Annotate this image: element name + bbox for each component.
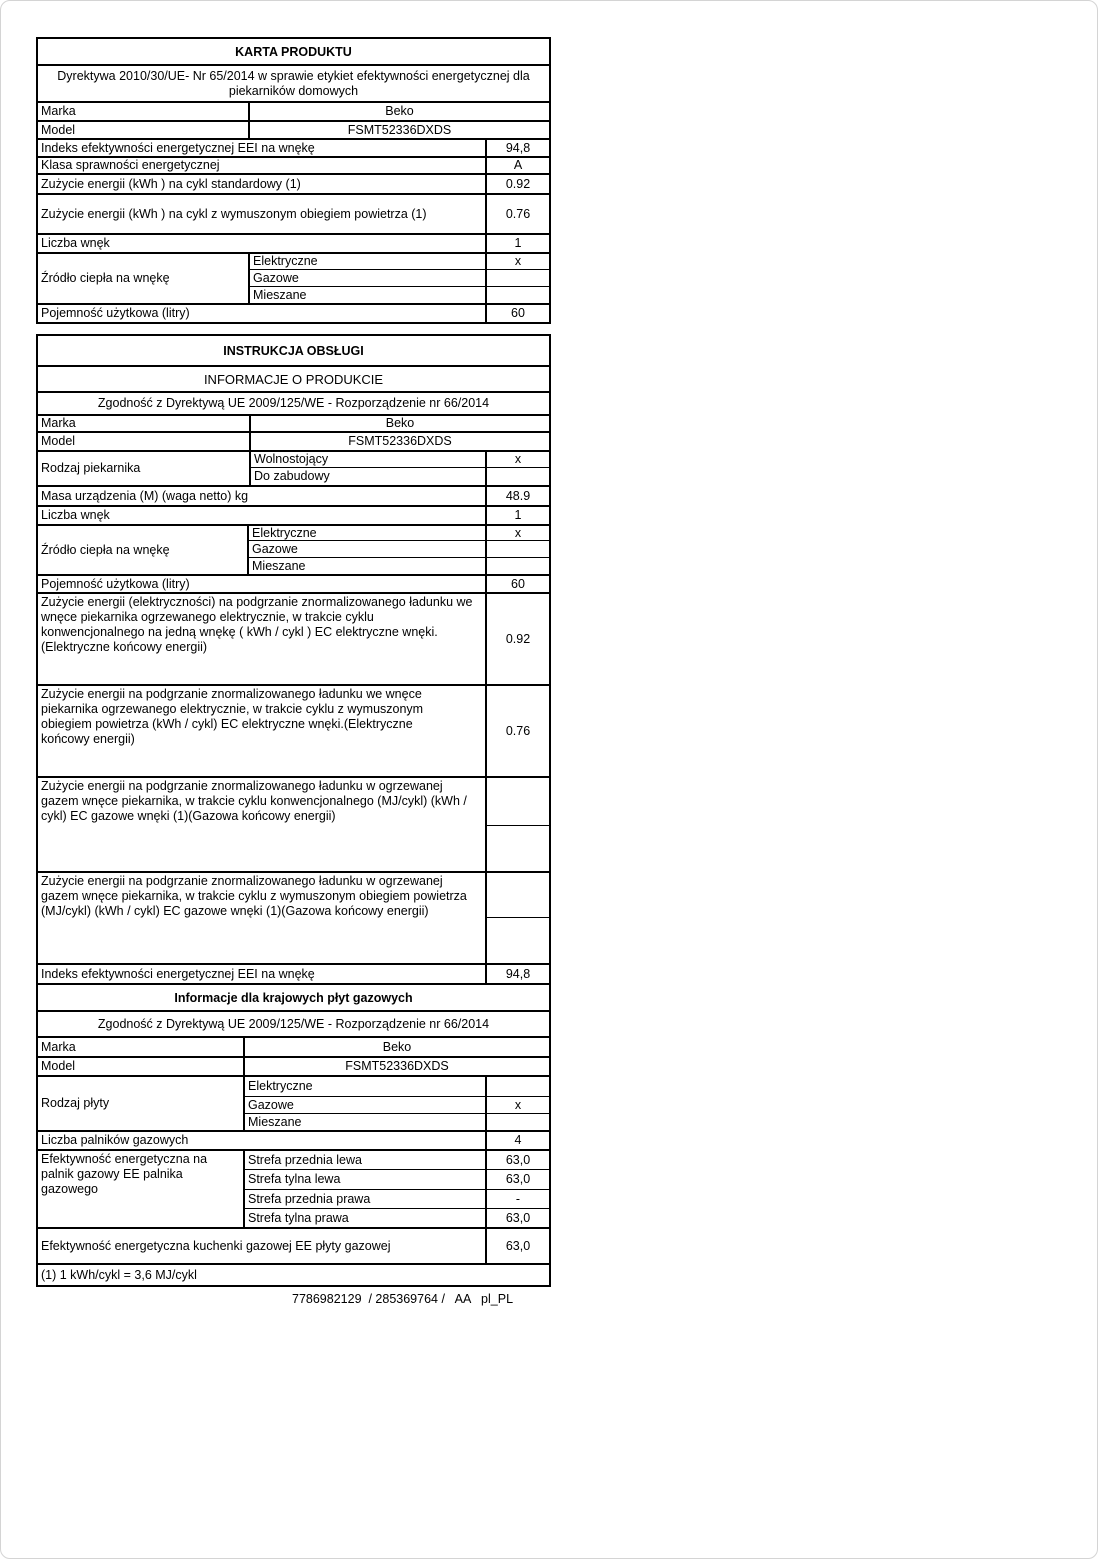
cavities-value: 1 xyxy=(514,236,522,250)
eei-value: 94,8 xyxy=(505,140,531,155)
instr-eei-value: 94,8 xyxy=(505,966,531,981)
instructions-title: INSTRUKCJA OBSŁUGI xyxy=(223,343,364,358)
heat-mixed-label: Mieszane xyxy=(253,287,307,302)
hob-model-value: FSMT52336DXDS xyxy=(345,1059,449,1073)
brand-value: Beko xyxy=(385,104,414,118)
heat-gas-label: Gazowe xyxy=(253,270,299,285)
oven-type-builtin: Do zabudowy xyxy=(254,469,330,483)
instr-brand-value: Beko xyxy=(385,416,415,430)
instr-model-value: FSMT52336DXDS xyxy=(348,434,452,448)
ec-conventional-label: Zużycie energii (elektryczności) na podgrzanie znormalizowanego ładunku we wnęce piekarnika ogrzewanego elektrycznie, w trakcie cyklu konwencjonalnego na jedną wnękę ( kWh / cykl ) EC elektryczne wnęki.(Elektryczne końcowy energii) xyxy=(41,595,473,654)
ee-hob-value: 63,0 xyxy=(505,1238,531,1253)
volume-label: Pojemność użytkowa (litry) xyxy=(41,306,190,320)
hob-type-gas: Gazowe xyxy=(248,1097,294,1112)
heat-gas-value xyxy=(487,270,549,286)
product-sheet-directive: Dyrektywa 2010/30/UE- Nr 65/2014 w sprawie etykiet efektywności energetycznej dla piekarników domowych xyxy=(57,68,530,98)
mass-value: 48.9 xyxy=(505,488,531,503)
mass-label: Masa urządzenia (M) (waga netto) kg xyxy=(41,488,249,503)
model-label: Model xyxy=(41,122,76,137)
standard-cycle-value: 0.92 xyxy=(505,176,531,191)
gas-conventional-label: Zużycie energii na podgrzanie znormalizowanego ładunku w ogrzewanej gazem wnęce piekarnika, w trakcie cyklu konwencjonalnego (MJ/cykl) (kWh / cykl) EC gazowe wnęki (1)(Gazowa końcowy energii) xyxy=(41,779,467,823)
zone-front-right-value: - xyxy=(515,1191,521,1206)
hob-type-mixed-value xyxy=(487,1114,549,1130)
heat-electric-value: x xyxy=(514,254,522,268)
product-sheet-table xyxy=(36,37,551,324)
instructions-table xyxy=(36,334,551,985)
instructions-compliance: Zgodność z Dyrektywą UE 2009/125/WE - Rozporządzenie nr 66/2014 xyxy=(97,396,490,410)
volume-value: 60 xyxy=(511,306,525,320)
instr-heat-gas-value xyxy=(487,541,549,557)
ee-burner-label: Efektywność energetyczna na palnik gazowy EE palnika gazowego xyxy=(41,1152,208,1196)
document-code: 7786982129 / 285369764 / AA pl_PL xyxy=(292,1292,514,1306)
energy-class-value: A xyxy=(513,158,523,172)
oven-type-freestanding-value: x xyxy=(514,452,522,466)
fan-cycle-value: 0.76 xyxy=(505,206,531,221)
instr-model-label: Model xyxy=(41,434,76,448)
instr-volume-label: Pojemność użytkowa (litry) xyxy=(41,576,190,591)
heat-electric-label: Elektryczne xyxy=(253,254,318,268)
burners-value: 4 xyxy=(514,1133,522,1147)
product-sheet-title: KARTA PRODUKTU xyxy=(235,44,352,59)
oven-type-builtin-value xyxy=(487,468,549,485)
hob-type-label: Rodzaj płyty xyxy=(41,1096,110,1110)
hob-brand-value: Beko xyxy=(382,1039,412,1054)
oven-type-freestanding: Wolnostojący xyxy=(254,452,329,466)
instr-volume-value: 60 xyxy=(511,576,525,591)
zone-front-left-label: Strefa przednia lewa xyxy=(248,1152,362,1167)
gas-fan-label: Zużycie energii na podgrzanie znormalizowanego ładunku w ogrzewanej gazem wnęce piekarnika, w trakcie cyklu z wymuszonym obiegiem powietrza (MJ/cykl) (kWh / cykl) EC gazowe wnęki (1)(Gazowa końcowy energii) xyxy=(41,874,467,918)
zone-rear-left-label: Strefa tylna lewa xyxy=(248,1172,341,1186)
hob-model-label: Model xyxy=(41,1059,76,1073)
hob-type-electric-value xyxy=(487,1077,549,1096)
oven-type-label: Rodzaj piekarnika xyxy=(41,461,141,475)
hob-type-electric: Elektryczne xyxy=(248,1079,313,1093)
ec-fan-value: 0.76 xyxy=(505,723,531,738)
instr-eei-label: Indeks efektywności energetycznej EEI na wnękę xyxy=(41,966,315,981)
footnote: (1) 1 kWh/cykl = 3,6 MJ/cykl xyxy=(41,1267,197,1282)
model-value: FSMT52336DXDS xyxy=(347,122,452,137)
hob-type-mixed: Mieszane xyxy=(248,1114,302,1129)
zone-rear-right-value: 63,0 xyxy=(505,1210,531,1225)
heat-source-label: Źródło ciepła na wnękę xyxy=(41,271,170,285)
instr-heat-gas: Gazowe xyxy=(252,541,298,556)
zone-front-left-value: 63,0 xyxy=(505,1152,531,1167)
instr-brand-label: Marka xyxy=(41,416,76,430)
instr-heat-electric-value: x xyxy=(514,526,522,540)
gas-hobs-compliance: Zgodność z Dyrektywą UE 2009/125/WE - Rozporządzenie nr 66/2014 xyxy=(97,1016,490,1031)
gas-conventional-mj-value xyxy=(487,778,549,825)
instr-heat-mixed-value xyxy=(487,558,549,574)
fan-cycle-label: Zużycie energii (kWh ) na cykl z wymuszonym obiegiem powietrza (1) xyxy=(41,206,427,221)
ec-fan-label: Zużycie energii na podgrzanie znormalizowanego ładunku we wnęce piekarnika ogrzewanego elektrycznie, w trakcie cyklu z wymuszonym obiegiem powietrza (kWh / cykl) EC elektryczne wnęki.(Elektryczne końcowy energii) xyxy=(41,687,424,746)
energy-class-label: Klasa sprawności energetycznej xyxy=(41,158,220,172)
hob-brand-label: Marka xyxy=(41,1039,76,1054)
zone-rear-left-value: 63,0 xyxy=(505,1172,531,1186)
cavities-label: Liczba wnęk xyxy=(41,236,110,250)
instr-cavities-value: 1 xyxy=(514,508,522,522)
hob-type-gas-value: x xyxy=(514,1097,522,1112)
gas-conventional-kwh-value xyxy=(487,826,549,871)
instr-cavities-label: Liczba wnęk xyxy=(41,508,110,522)
standard-cycle-label: Zużycie energii (kWh ) na cykl standardowy (1) xyxy=(41,176,301,191)
gas-hobs-title: Informacje dla krajowych płyt gazowych xyxy=(174,990,413,1005)
burners-label: Liczba palników gazowych xyxy=(41,1133,189,1147)
gas-fan-mj-value xyxy=(487,873,549,917)
instructions-subtitle: INFORMACJE O PRODUKCIE xyxy=(203,371,384,387)
heat-mixed-value xyxy=(487,287,549,303)
instr-heat-electric: Elektryczne xyxy=(252,526,317,540)
brand-label: Marka xyxy=(41,104,76,118)
gas-fan-kwh-value xyxy=(487,918,549,963)
instr-heat-source-label: Źródło ciepła na wnękę xyxy=(41,542,170,557)
eei-label: Indeks efektywności energetycznej EEI na wnękę xyxy=(41,140,315,155)
ee-hob-label: Efektywność energetyczna kuchenki gazowej EE płyty gazowej xyxy=(41,1238,391,1253)
zone-rear-right-label: Strefa tylna prawa xyxy=(248,1210,349,1225)
instr-heat-mixed: Mieszane xyxy=(252,558,306,573)
zone-front-right-label: Strefa przednia prawa xyxy=(248,1191,371,1206)
ec-conventional-value: 0.92 xyxy=(505,631,531,646)
gas-hobs-table xyxy=(36,983,551,1287)
